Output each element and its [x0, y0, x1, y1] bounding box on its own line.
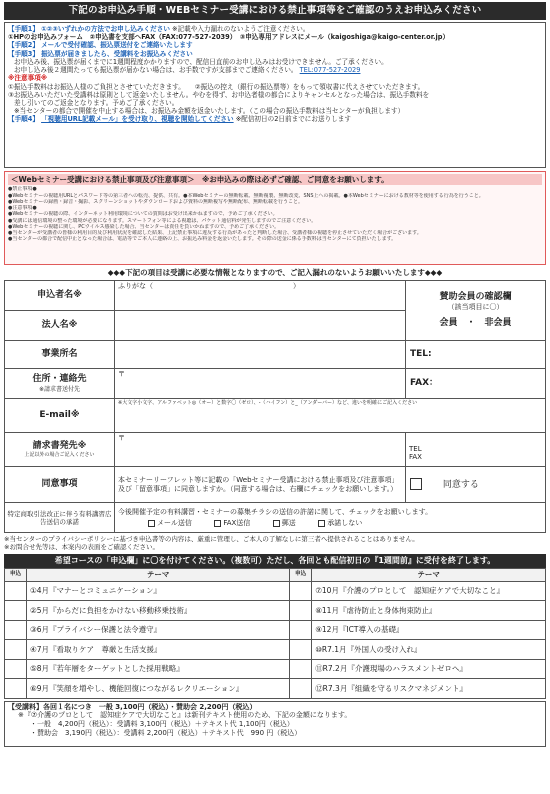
agree-check[interactable] [406, 467, 546, 503]
corp-name-field[interactable] [115, 311, 406, 341]
apply-cell[interactable] [290, 601, 312, 621]
agree-label: 同意事項 [5, 467, 115, 503]
step1-text: ①②③いずれかの方法でお申し込みください [41, 24, 170, 33]
agree-option-label: 同意する [442, 479, 479, 490]
member-options[interactable]: 会員 ・ 非会員 [439, 318, 512, 329]
notice-line: ●受講には通信環境の整った環境が必要になります。スマートフォン等による視聴は、パケット通信料が発生しますのでご注意ください。 [8, 217, 317, 224]
course-item: ③6月『プライバシー保護と法令遵守』 [27, 620, 290, 640]
commerce-options [118, 519, 542, 528]
applicant-name-label: 申込者名※ [5, 281, 115, 311]
post-option-label: 郵送 [281, 519, 296, 528]
step1-header: 【手順1】 [8, 24, 39, 33]
course-item: ②5月『からだに負担をかけない移動移乗技術』 [27, 601, 290, 621]
decline-option-label: 承諾しない [327, 519, 363, 528]
fax-field[interactable]: FAX： [406, 369, 546, 399]
step4-note: ※配信初日の2日前までにお送りします [235, 115, 351, 124]
course-header: 希望コースの「申込欄」に〇を付けてください。（複数可）ただし、各回とも配信初日の『1週間前』に受付を終了します。 [4, 554, 546, 568]
billing-field[interactable] [115, 433, 406, 467]
caution-header: ※注意事項※ [8, 74, 48, 83]
course-item: ⑦10月『介護のプロとして 認知症ケアで大切なこと』 [312, 581, 546, 601]
course-item: ⑧11月『虐待防止と身体拘束防止』 [312, 601, 546, 621]
fee-section [4, 701, 546, 747]
fee-note: ※『⑦介護のプロとして 認知症ケアで大切なこと』は新刊テキスト使用のため、下記の金額になります。 [18, 711, 352, 720]
billing-fax[interactable]: FAX [409, 453, 422, 462]
commerce-text: 今後開催予定の有料講習・セミナーの募集チラシの送信の許諾に関して、チェックをお願いします。 [118, 507, 433, 516]
tel-field[interactable]: TEL: [406, 341, 546, 369]
step4-line [8, 115, 542, 123]
apply-column-header: 申込 [5, 568, 27, 581]
caution-3: 差し引いてのご返金となります。予めご了承ください。 [14, 98, 179, 107]
step3-note1: お申込み後、振込票が届くまでに1週間程度かかりますので、配信日直前のお申し込みはお受けできません。ご了承ください。 [14, 57, 388, 66]
apply-cell[interactable] [5, 581, 27, 601]
page-title: 下記のお申込み手順・WEBセミナー受講における禁止事項等をご確認のうえお申込みください [4, 2, 546, 20]
email-field[interactable] [115, 399, 546, 433]
branch-tel[interactable]: TEL:077-527-2029 [299, 66, 361, 75]
form-header: ◆◆◆下記の項目は受講に必要な情報となりますので、ご記入漏れのないようお願いいたします◆◆◆ [107, 267, 443, 277]
notice-line: ●Webセミナーの録画・録音・撮影、スクリーンショットやダウンロードおよび資料の無断複写や無断配布、無断転載を行うこと。 [8, 198, 303, 205]
notice-line: ●Webセミナーの視聴用URLとパスワード等の第三者への転売、提供、共有。●本Webセミナーの無断転載、無断複製、無断改変、SNS上への掲載。●本Webセミナーにおける教材等を使用する行為を行うこと。 [8, 192, 484, 199]
decline-checkbox[interactable] [318, 520, 325, 527]
contact-note: ※お問合せ先等は、本案内の表面をご確認ください。 [4, 543, 159, 552]
notice-line: ●当センターの都合で配信中止となった場合は、電話等でご本人に連絡の上、お振込み料金を返金いたします。その際の送金に係る手数料は当センターにて負担いたします。 [8, 236, 397, 243]
furigana-field[interactable]: ふりがな（ ） [118, 282, 300, 291]
address-label [5, 369, 115, 399]
notice-line: ●当センターが受講者の皆様の利用目的及び利用状況を確認した結果、上記禁止事項に違反する行為があったと判断した場合、受講者様の視聴を停止させていただく場合がございます。 [8, 230, 422, 236]
apply-cell[interactable] [290, 581, 312, 601]
notice-line: ●Webセミナーの視聴に関し、PCウイルス感染した場合、当センターは責任を負いかねますので、予めご了承ください。 [8, 223, 280, 230]
address-label-note: ※請求書送付先 [38, 385, 81, 393]
web-seminar-notice [4, 171, 546, 265]
course-item: ①4月『マナーとコミュニケーション』 [27, 581, 290, 601]
fee-line: 【受講料】各回１名につき 一般 3,100円（税込）・賛助会 2,200円（税込） [8, 702, 257, 711]
apply-cell[interactable] [5, 679, 27, 699]
step2-line [8, 41, 542, 49]
fax-option-label: FAX送信 [223, 519, 251, 528]
apply-cell[interactable] [5, 601, 27, 621]
fee-member: ・賛助会 3,190円（税込）：受講料 2,200円（税込）＋テキスト代 990 円（税込） [30, 728, 302, 737]
mail-checkbox[interactable] [148, 520, 155, 527]
caution-4: ※当センターの都合で開催を中止する場合は、お振込み金額を返金いたします。（この場合の振込手数料は当センターが負担します） [14, 107, 405, 116]
billing-label-text: 請求書発先※ [32, 441, 87, 451]
course-table [4, 568, 546, 699]
billing-tel[interactable]: TEL [409, 444, 422, 453]
member-subtitle: （該当項目に〇） [447, 303, 504, 312]
apply-column-header: 申込 [290, 568, 312, 581]
address-label-text: 住所・連絡先 [32, 374, 87, 385]
corp-name-label: 法人名※ [5, 311, 115, 341]
post-checkbox[interactable] [273, 520, 280, 527]
step2-header: 【手順2】 [8, 41, 39, 50]
notice-line: ●Webセミナーの視聴の際、インターネット利用環境についての質問はお受け出来かねますので、予めご了承ください。 [8, 211, 278, 218]
notice-line: ●注意事項● [8, 205, 37, 211]
office-name-label: 事業所名 [5, 341, 115, 369]
fee-general: ・一般 4,200円（税込）：受講料 3,100円（税込）＋テキスト代 1,100円（税込） [30, 720, 294, 728]
course-item: ⑫R7.3月『組織を守るリスクマネジメント』 [312, 679, 546, 699]
application-steps [4, 22, 546, 168]
apply-cell[interactable] [290, 659, 312, 679]
address-field[interactable] [115, 369, 406, 399]
member-check [406, 281, 546, 341]
mail-option-label: メール送信 [157, 519, 192, 528]
apply-cell[interactable] [5, 620, 27, 640]
apply-cell[interactable] [290, 640, 312, 660]
agree-text: 本セミナーリーフレット等に記載の「Webセミナー受講における禁止事項及び注意事項」及び「留意事項」に同意しますか。（同意する場合は、右欄にチェックをお願いします。） [115, 467, 406, 503]
email-label: E-mail※ [5, 399, 115, 433]
caution-2: ③お振込みいただいた受講料は原則として返金いたしません。やむを得ず、お申込者様の都合によりキャンセルとなった場合は、振込手数料を [8, 90, 430, 99]
privacy-notes [4, 535, 546, 551]
apply-cell[interactable] [5, 659, 27, 679]
step1-methods: ①HPのお申込みフォーム ②申込書を支部へFAX（FAX:077-527-2039） ③申込専用アドレスにメール（kaigoshiga@kaigo-center.or.jp） [8, 33, 450, 42]
commerce-label: 特定商取引法改正に伴う有料講習広告送信の承諾 [5, 503, 115, 533]
member-title: 賛助会員の確認欄 [439, 292, 512, 303]
billing-label-note: 上記以外の場合ご記入ください [24, 452, 95, 459]
apply-cell[interactable] [290, 679, 312, 699]
step4-text: 「視聴用URL記載メール」を受け取り、視聴を開始してください [41, 115, 234, 124]
theme-column-header: テーマ [27, 568, 290, 581]
course-item: ⑨12月『ICT導入の基礎』 [312, 620, 546, 640]
billing-label [5, 433, 115, 467]
applicant-name-field[interactable] [115, 281, 406, 311]
step3-note2-text: お申し込み後２週間たっても振込票が届かない場合は、お手数ですが支部までご連絡ください。 [14, 66, 298, 75]
commerce-consent [115, 503, 546, 533]
course-item: ⑪R7.2月『介護現場のハラスメントゼロへ』 [312, 659, 546, 679]
office-name-field[interactable] [115, 341, 406, 369]
step1-line [8, 25, 542, 33]
theme-column-header: テーマ [312, 568, 546, 581]
course-item: ④7月『看取りケア 尊厳と生活支援』 [27, 640, 290, 660]
agree-checkbox[interactable] [410, 478, 422, 490]
application-form [4, 280, 546, 533]
apply-cell[interactable] [5, 640, 27, 660]
course-item: ⑩R7.1月『外国人の受け入れ』 [312, 640, 546, 660]
step3-note2 [8, 66, 542, 74]
apply-cell[interactable] [290, 620, 312, 640]
caution-1: ①振込手数料はお振込人様のご負担とさせていただきます。 ②振込の控え（銀行の振込票等）をもって領収書に代えさせていただきます。 [8, 82, 425, 91]
step3-header: 【手順3】 [8, 49, 39, 58]
billing-contact[interactable] [406, 433, 546, 467]
step4-header: 【手順4】 [8, 115, 39, 124]
course-item: ⑤8月『若年層をターゲットとした採用戦略』 [27, 659, 290, 679]
step3-text: 振込票が届きましたら、受講料をお振込みください [41, 49, 193, 58]
notice-line: ●禁止事項● [8, 186, 37, 193]
fax-checkbox[interactable] [214, 520, 221, 527]
postal-mark: 〒 [118, 370, 125, 379]
course-item: ⑥9月『笑顔を増やし、機能回復につながるレクリエーション』 [27, 679, 290, 699]
notice-title: ＜Webセミナー受講における禁止事項及び注意事項＞ ※お申込みの際は必ずご確認、ご同意をお願いします。 [8, 174, 542, 185]
step2-text: メールで受付確認、振込票送付をご連絡いたします [41, 41, 193, 50]
step1-note: ※記載や入力漏れのないようご注意ください。 [172, 24, 310, 33]
step3-line [8, 50, 542, 58]
privacy-note: ※当センターのプライバシーポリシーに基づき申込書等の内容は、厳重に管理し、ご本人の了解なしに第三者へ提供されることはありません。 [4, 535, 419, 544]
email-note: ※大文字小文字、アルファベット◎（オー）と数字〇（ゼロ）、-（ハイフン）と_（アンダーバー）など、違いを明確にご記入ください [118, 400, 418, 407]
billing-postal-mark: 〒 [118, 434, 125, 443]
